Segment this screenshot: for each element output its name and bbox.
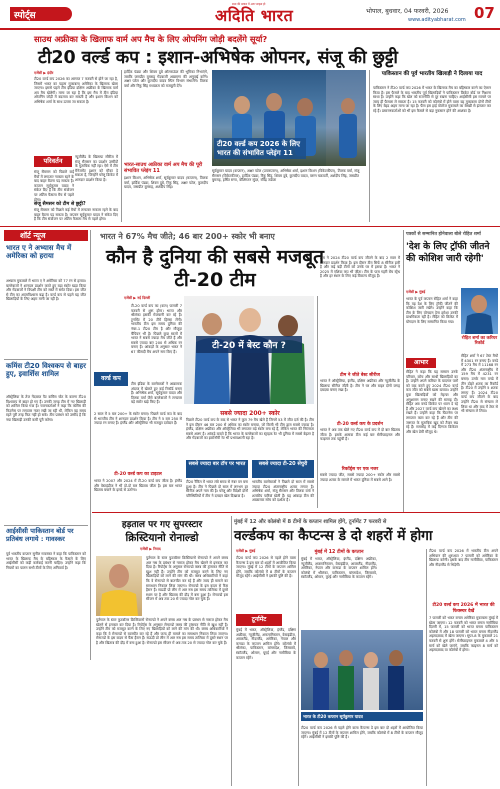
lead-photo-2 [326, 70, 366, 166]
captains-tag: टूर्नामेंट [236, 614, 282, 626]
divider [121, 70, 122, 222]
feature-col4b: भारत ने ऑस्ट्रेलिया, इंग्लैंड, दक्षिण अफ्रीका और न्यूजीलैंड के खिलाफ सीरीज जीती है। टीम ने घर और बाहर दोनों जगह दबदबा बनाए रखा है। [320, 379, 400, 393]
lead-body-1: टी20 वर्ल्ड कप 2026 का आगाज 7 फरवरी से होने जा रहा है, जिसमें भारत का पहला मुकाबला अमेरिका के खिलाफ खेला जाएगा। इससे पहले टीम इंडिया दक्षिण अफ्रीका के खिलाफ वार्म अप मैच खेलेगी। माना जा रहा है कि इस मैच में टीम इंडिया ओपनिंग जोड़ी में बदलाव कर सकती है और इशान किशन को अभिषेक शर्मा के साथ उतारा जा सकता है। [34, 77, 118, 104]
lead-body-2: न्यूजीलैंड के खिलाफ सीरीज में संजू सैमसन का प्रदर्शन उम्मीदों के मुताबिक नहीं रहा। ऐसे में टीम मैनेजमेंट इशान को मौका दे सकता है, जिन्होंने घरेलू क्रिकेट में शानदार प्रदर्शन किया है। [75, 155, 118, 182]
feature-col4-sub3: रिकॉर्ड्स पर एक नजर [341, 467, 379, 472]
side-title: पाकिस्तान की पूर्व भारतीय खिलाड़ी ने दिलाया याद [381, 71, 483, 77]
lead-photo-overlay: टी20 वर्ल्ड कप 2026 के लिए भारत की संभावित प्लेइंग 11 [214, 138, 306, 159]
divider [231, 516, 232, 786]
captains-byline: एजेंसी ▶ मुंबई [236, 549, 256, 553]
divider [90, 230, 91, 660]
feature-kicker: भारत ने 67% मैच जीते; 46 बार 200+ स्कोर भी बनाए [100, 232, 275, 241]
right-kicker: पत्रकों से सम्मानित होनेवाला बोले रोहित शर्मा [406, 232, 481, 237]
captains-body-2: मुंबई में भारत, ऑस्ट्रेलिया, इंग्लैंड, दक्षिण अफ्रीका, न्यूजीलैंड, अफगानिस्तान, वेस्टइंडीज, आयरलैंड, नीदरलैंड, अमेरिका, नेपाल और कनाडा के कप्तान शामिल होंगे। कोलंबो में श्रीलंका, पाकिस्तान, बांग्लादेश, जिम्बाब्वे, स्कॉटलैंड, ओमान, यूएई और नामीबिया के कप्तान रहेंगे। [301, 557, 377, 580]
right-headline: 'देश के लिए ट्रॉफी जीतने की कोशिश जारी रहेगी' [406, 241, 490, 264]
ronaldo-kicker: हड़ताल पर गए सुपरस्टार [121, 520, 203, 530]
captains-headline: वर्ल्डकप का कैप्टन्स डे दो शहरों में होगा [234, 528, 433, 544]
section-title: स्पोर्ट्स [14, 11, 36, 21]
lead-photo-caption: सूर्यकुमार यादव (कप्तान), अक्षर पटेल (उपकप्तान), अभिषेक शर्मा, इशान किशन (विकेटकीपर), तिलक वर्मा, संजू सैमसन (विकेटकीपर), हार्दिक पंड्या, रिंकू सिंह, शिवम दुबे, कुलदीप यादव, वरुण चक्रवर्ती, अर्शदीप सिंह, जसप्रीत बुमराह, हर्षित राणा, वॉशिंगटन सुंदर, रविंद्र जडेजा [212, 169, 360, 183]
lead-quote: संजू सैमसन को टीम से छुट्टी? [34, 202, 86, 207]
fixtures-body: टी20 वर्ल्ड कप 2026 में भारतीय टीम अपने अभियान की शुरुआत 7 फरवरी को अमेरिका के खिलाफ करेगी। इसके बाद टीम नामीबिया, पाकिस्तान और नीदरलैंड से भिड़ेगी। [429, 549, 498, 567]
lead-body-3: संजू सैमसन को पिछले कई मैचों में लगातार नाकाम रहने के बाद बाहर बैठना पड़ सकता है। कप्तान सूर्यकुमार यादव ने संकेत दिए हैं कि टीम संयोजन पर अंतिम फैसला मैच से पहले होगा। [34, 208, 118, 222]
divider [4, 359, 88, 360]
divider [92, 512, 500, 513]
tag-change: परिवर्तन [34, 156, 72, 167]
rohit-photo [461, 288, 498, 334]
fixtures-sub: टी20 वर्ल्ड कप 2026 में भारत की फिक्स्चर देखें [432, 603, 495, 614]
right-byline: एजेंसी ▶ मुंबई [406, 290, 426, 294]
feature-box1-body: टी20 रैंकिंग में भारत लंबे समय से नंबर वन बना हुआ है। टीम ने पिछले दो साल में लगभग हर सीरीज अपने नाम की है। घरेलू और विदेशी दोनों परिस्थितियों में टीम ने दमदार खेल दिखाया है। [186, 480, 248, 498]
feature-sub2: सबसे ज्यादा 200+ स्कोर [220, 410, 280, 417]
feature-photo-overlay: टी-20 में बेस्ट कौन ? [196, 336, 302, 353]
captains-group-illustration [301, 630, 423, 710]
short-body-3: पूर्व भारतीय कप्तान सुनील गावस्कर ने कहा कि पाकिस्तान को भारत के खिलाफ मैच के बहिष्कार के फैसले के लिए आईसीसी को कड़ी कार्रवाई करनी चाहिए। उन्होंने कहा कि नियमों का पालन सभी टीमों के लिए अनिवार्य है। [6, 552, 86, 570]
feature-box2-body: भारतीय बल्लेबाजों ने पिछले दो साल में सबसे ज्यादा टी20 अंतरराष्ट्रीय शतक लगाए हैं। अभिषेक शर्मा, संजू सैमसन और तिलक वर्मा ने शतकीय पारियां खेली हैं। यह आंकड़ा टीम की आक्रामक सोच को दर्शाता है। [252, 480, 314, 503]
feature-col4c: भारत ने अब तक खेले गए टी20 वर्ल्ड कप में दो बार खिताब जीता है। इसके अलावा टीम कई बार सेमीफाइनल और फाइनल तक पहुंची है। [320, 428, 400, 442]
divider [403, 230, 404, 512]
short-body-2: ऑस्ट्रेलिया के तेज गेंदबाज पैट कमिंस चोट के कारण टी20 विश्वकप से बाहर हो गए हैं। उनकी जगह टीम में नए खिलाड़ी को शामिल किया गया है। चयनकर्ताओं ने कहा कि कमिंस की फिटनेस पर लगातार नजर रखी जा रही थी, लेकिन वह समय रहते पूरी तरह फिट नहीं हो सके। टीम प्रबंधन को उम्मीद है कि नया खिलाड़ी उनकी कमी पूरी करेगा। [6, 395, 86, 422]
ronaldo-photo [96, 556, 142, 616]
lead-body-4: हार्दिक पंड्या और शिवम दुबे ऑलराउंडर की भूमिका निभाएंगे, जबकि जसप्रीत बुमराह गेंदबाजी आक्रमण की अगुवाई करेंगे। अक्षर पटेल और कुलदीप यादव स्पिन विभाग संभालेंगे। तिलक वर्मा और रिंकू सिंह मध्यक्रम को मजबूती देंगे। [124, 70, 208, 88]
feature-col4d: सबसे ज्यादा जीत, सबसे ज्यादा 200+ स्कोर और सबसे ज्यादा शतक के मामले में भारत दुनिया में सबसे आगे है। [320, 473, 400, 482]
feature-col1-extra: 2 साल में 5 बार 200+ के स्कोर बनाए। पिछले वर्ल्ड कप के बाद से भारतीय टीम ने शानदार प्रदर्शन किया है। टीम ने 5 बार 250 से ज्यादा रन बनाए हैं। इंग्लैंड और ऑस्ट्रेलिया भी मजबूत दावेदार हैं। [94, 412, 182, 426]
feature-box2-title: सबसे ज्यादा टी-20 सेंचुरी [258, 461, 308, 467]
feature-sub1: टी-20 वर्ल्ड कप का टाइटल [114, 472, 162, 477]
feature-col4-sub2: टी-20 वर्ल्ड कप के प्रदर्शन [337, 422, 383, 427]
feature-col4: टीम ने 2024 टी20 वर्ल्ड कप जीतने के बाद 2 साल में शानदार प्रदर्शन किया है। इस दौरान टीम सिर्फ 8 सीरीज हारी है और कई बड़ी टीमों को उनके घर में हराया है। भारत ने 2025 में एशिया कप भी जीता। टीम के पास गहरी बेंच स्ट्रेंथ है और हर स्थान के लिए कई विकल्प मौजूद हैं। [320, 256, 400, 279]
dateline: भोपाल, बुधवार, 04 फरवरी, 2026 [366, 8, 449, 15]
short-title-3: आईसीसी पाकिस्तान बोर्ड पर प्रतिबंध लगाये : गावस्कर [6, 527, 74, 543]
captains-photo-caption: भारत के टी20 कप्तान सूर्यकुमार यादव [301, 712, 423, 721]
right-body-2: रोहित ने कहा कि यह सम्मान उनके परिवार, कोच और साथी खिलाड़ियों का है। उन्होंने अपने करियर के यादगार पलों को याद करते हुए 2024 टी20 वर्ल्ड कप जीत को सबसे खास बताया। उन्होंने युवा खिलाड़ियों को मेहनत और अनुशासन बनाए रखने की सलाह दी। रोहित अब वनडे क्रिकेट पर ध्यान दे रहे हैं और 2027 वर्ल्ड कप खेलने का लक्ष्य रखते हैं। उन्होंने कहा कि फिटनेस पर लगातार काम कर रहे हैं और टीम की जरूरत के मुताबिक खुद को तैयार रख रहे हैं। समारोह में कई दिग्गज क्रिकेटर और खेल प्रेमी मौजूद थे। [406, 370, 458, 434]
fixtures-body-2: 7 फरवरी को भारत बनाम अमेरिका मुकाबला मुंबई में खेला जाएगा। 12 फरवरी को भारत बनाम नामीबिया दिल्ली में, 15 फरवरी को भारत बनाम पाकिस्तान कोलंबो में और 18 फरवरी को भारत बनाम नीदरलैंड अहमदाबाद में खेला जाएगा। सुपर-8 के मुकाबले 21 फरवरी से शुरू होंगे। सेमीफाइनल मुकाबले 4 और 5 मार्च को खेले जाएंगे, जबकि फाइनल 8 मार्च को अहमदाबाद या कोलंबो में होगा। [429, 616, 498, 653]
divider [0, 226, 500, 227]
page-number: 07 [474, 4, 495, 22]
feature-col1c: भारत ने 2007 और 2024 में टी-20 वर्ल्ड कप जीता है। इंग्लैंड और वेस्टइंडीज ने भी दो-दो बार खिताब जीता है। इस बार भारत खिताब बचाने के इरादे से उतरेगा। [94, 479, 182, 493]
captains-body-3: टी20 वर्ल्ड कप 2026 से पहले होने वाला कैप्टन्स डे इस बार दो शहरों में आयोजित किया जाएगा। मुंबई में 12 टीमों के कप्तान शामिल होंगे, जबकि कोलंबो में 8 टीमों के कप्तान मौजूद रहेंगे। आईसीसी ने इसकी पुष्टि की है। [301, 726, 423, 740]
ronaldo-byline: एजेंसी ▶ रियाद [140, 547, 161, 551]
feature-col4-sub: टीम ने जीते बेस्ट सीरीज [340, 373, 380, 378]
short-news-header [4, 230, 88, 241]
brand-logo: अदिति भारत [215, 6, 294, 25]
side-body: पाकिस्तान ने टी20 वर्ल्ड कप 2026 में भारत के खिलाफ मैच का बहिष्कार करने का ऐलान किया है। इस फैसले के बाद भारतीय पूर्व खिलाड़ियों ने पाकिस्तान क्रिकेट बोर्ड पर निशाना साधा है। उन्होंने कहा कि खेल को राजनीति से दूर रखना चाहिए। आईसीसी इस मामले पर जल्द ही फैसला ले सकता है। 15 फरवरी को कोलंबो में होने वाला यह मुकाबला दोनों टीमों के लिए बेहद अहम माना जा रहा है। फैंस इस हाई वोल्टेज मुकाबले का बेसब्री से इंतजार कर रहे हैं। प्रसारणकर्ताओं को भी इस फैसले से बड़ा नुकसान होने की आशंका है। [373, 86, 491, 113]
lead-body-2b: संजू सैमसन को पिछले कई मैचों में लगातार नाकाम रहने के बाद बाहर बैठना पड़ सकता है। कप्तान सूर्यकुमार यादव ने संकेत दिए हैं कि टीम संयोजन पर अंतिम फैसला मैच से पहले होगा। [34, 170, 74, 202]
feature-box1-title: सबसे ज्यादा बार टॉप पर भारत [188, 461, 246, 467]
brand-tagline: सत्य की तलाश में अगर साहस हो [232, 2, 266, 6]
captains-photo [301, 630, 423, 710]
feature-col1: टी-20 वर्ल्ड कप का (कल) फरवरी 7 फरवरी से शुरू होगा। भारत और श्रीलंका इसकी मेजबानी कर रहे हैं। टूर्नामेंट में 20 टीमें हिस्सा लेंगी। भारतीय टीम इस समय दुनिया की नंबर-1 टी20 टीम है और मौजूदा चैंपियन भी है। पिछले कुछ सालों में भारत ने सबसे ज्यादा मैच जीते हैं और सबसे ज्यादा बार 200 से अधिक रन बनाए हैं। आंकड़ों के अनुसार भारत ने 67 फीसदी मैच अपने नाम किए हैं। [131, 304, 182, 354]
feature-mid-body: पिछले टी20 वर्ल्ड कप के बाद से भारत ने कुल 79 मैच खेले हैं जिनमें 53 में जीत दर्ज की है। टीम ने इस दौरान 46 बार 200 से अधिक का स्कोर बनाया, जो किसी भी टीम द्वारा सबसे ज्यादा है। इंग्लैंड, दक्षिण अफ्रीका और ऑस्ट्रेलिया भी लगातार बड़े स्कोर बना रहे हैं, लेकिन भारत की निरंतरता सबसे अलग है। आंकड़े बताते हैं कि भारत के बल्लेबाजों का स्ट्राइक रेट भी दुनिया में सबसे बेहतर है और गेंदबाजों का इकोनॉमी रेट भी प्रभावशाली रहा है। [186, 418, 314, 441]
lead-kicker: साउथ अफ्रीका के खिलाफ वार्म अप मैच के लिए ओपनिंग जोड़ी बदलेंगे सूर्या? [34, 34, 268, 44]
divider [298, 549, 299, 786]
ronaldo-headline: क्रिस्टियानो रोनाल्डो [125, 532, 199, 544]
short-body-1: अभ्यास मुकाबले में भारत ए ने अमेरिका को 77 रन से हराया। बल्लेबाजों ने शानदार प्रदर्शन करते हुए बड़ा स्कोर खड़ा किया और गेंदबाजों ने विपक्षी टीम को सस्ते में समेट दिया। इस जीत से टीम का आत्मविश्वास बढ़ा है। वर्ल्ड कप से पहले यह जीत खिलाड़ियों के लिए अहम मानी जा रही है। [6, 279, 86, 302]
rohit-record: रोहित शर्मा ने 67 टेस्ट मैचों में 4301 रन बनाए हैं। वनडे में 273 मैच में 11168 रन और टी20 अंतरराष्ट्रीय में 159 मैच में 4231 रन बनाए। उनके नाम वनडे में तीन दोहरे शतक का रिकॉर्ड है। टी20 में उन्होंने 5 शतक लगाए हैं। 2024 टी20 वर्ल्ड कप जीतने के बाद उन्होंने टी20 से संन्यास ले लिया था और बाद में टेस्ट से भी संन्यास ले लिया। [461, 354, 498, 414]
short-news-label: शॉर्ट न्यूज [20, 231, 46, 240]
lead-body-5: इशान किशन, अभिषेक शर्मा, सूर्यकुमार यादव (कप्तान), तिलक वर्मा, हार्दिक पंड्या, शिवम दुबे, रिंकू सिंह, अक्षर पटेल, कुलदीप यादव, जसप्रीत बुमराह, अर्शदीप सिंह। [124, 176, 208, 190]
captains-body-1: टी20 वर्ल्ड कप 2026 से पहले होने वाला कैप्टन्स डे इस बार दो शहरों में आयोजित किया जाएगा। मुंबई में 12 टीमों के कप्तान शामिल होंगे, जबकि कोलंबो में 8 टीमों के कप्तान मौजूद रहेंगे। आईसीसी ने इसकी पुष्टि की है। [236, 556, 296, 579]
divider [317, 296, 318, 508]
divider [4, 525, 88, 526]
divider [426, 549, 427, 786]
ronaldo-body: पुर्तगाल के स्टार फुटबॉलर क्रिस्टियानो रोनाल्डो ने अपने क्लब अल नस्र के प्रबंधन से नाराज होकर मैच खेलने से इनकार कर दिया है। रिपोर्ट्स के अनुसार रोनाल्डो क्लब की ट्रांसफर नीति से खुश नहीं हैं। उन्होंने टीम को मजबूत करने के लिए नए खिलाड़ियों को लाने की मांग की थी। क्लब अधिकारियों ने कहा कि वे रोनाल्डो से बातचीत कर रहे हैं और जल्द ही मामले का समाधान निकाल लिया जाएगा। रोनाल्डो के इस कदम से फैंस हैरान हैं। सऊदी प्रो लीग में अल नस्र इस समय तालिका में दूसरे स्थान पर है और खिताब की दौड़ में बना हुआ है। रोनाल्डो इस सीजन में अब तक 20 से ज्यादा गोल कर चुके हैं। [96, 618, 228, 645]
short-title-1: भारत ए ने अभ्यास मैच में अमेरिका को हराया [6, 244, 72, 261]
feature-headline: कौन है दुनिया की सबसे मजबूत टी-20 टीम [106, 246, 324, 291]
masthead [0, 0, 500, 30]
lead-subhead: भारत-साउथ अफ्रीका वार्म अप मैच की पूरी संभावित प्लेइंग 11 [124, 162, 203, 174]
divider [369, 70, 370, 222]
feature-col1b: टीम इंडिया के बल्लेबाजों ने आक्रामक अंदाज में खेलते हुए कई रिकॉर्ड बनाए हैं। अभिषेक शर्मा, सूर्यकुमार यादव और तिलक वर्मा जैसे बल्लेबाजों ने लगातार बड़े स्कोर खड़े किए हैं। [131, 382, 182, 405]
ronaldo-body-side: पुर्तगाल के स्टार फुटबॉलर क्रिस्टियानो रोनाल्डो ने अपने क्लब अल नस्र के प्रबंधन से नाराज होकर मैच खेलने से इनकार कर दिया है। रिपोर्ट्स के अनुसार रोनाल्डो क्लब की ट्रांसफर नीति से खुश नहीं हैं। उन्होंने टीम को मजबूत करने के लिए नए खिलाड़ियों को लाने की मांग की थी। क्लब अधिकारियों ने कहा कि वे रोनाल्डो से बातचीत कर रहे हैं और जल्द ही मामले का समाधान निकाल लिया जाएगा। रोनाल्डो के इस कदम से फैंस हैरान हैं। सऊदी प्रो लीग में अल नस्र इस समय तालिका में दूसरे स्थान पर है और खिताब की दौड़ में बना हुआ है। रोनाल्डो इस सीजन में अब तक 20 से ज्यादा गोल कर चुके हैं। [146, 556, 228, 602]
captains-body-1b: मुंबई में भारत, ऑस्ट्रेलिया, इंग्लैंड, दक्षिण अफ्रीका, न्यूजीलैंड, अफगानिस्तान, वेस्टइंडीज, आयरलैंड, नीदरलैंड, अमेरिका, नेपाल और कनाडा के कप्तान शामिल होंगे। कोलंबो में श्रीलंका, पाकिस्तान, बांग्लादेश, जिम्बाब्वे, स्कॉटलैंड, ओमान, यूएई और नामीबिया के कप्तान रहेंगे। [236, 628, 296, 660]
short-title-2: कमिंस टी20 विश्वकप से बाहर हुए, इवार्शिस शामिल [6, 362, 86, 379]
captains-kicker: मुंबई में 12 और कोलंबो में 8 टीमों के कप्तान शामिल होंगे, टूर्नामेंट 7 फरवरी से [234, 519, 387, 525]
lead-headline: टी20 वर्ल्ड कप : इशान-अभिषेक ओपनर, संजू की छुट्टी [38, 48, 398, 68]
website[interactable]: www.adityabharat.com [408, 17, 466, 23]
right-body-1: भारत के पूर्व कप्तान रोहित शर्मा ने कहा कि वह देश के लिए ट्रॉफी जीतने की कोशिश जारी रखेंगे। उन्होंने कहा कि टीम के लिए योगदान देना हमेशा उनकी प्राथमिकता रही है। रोहित को क्रिकेट में योगदान के लिए सम्मानित किया गया। [406, 297, 458, 324]
right-tag: आभार [406, 358, 436, 368]
captains-sub: मुंबई में 12 टीमों के कप्तान [314, 550, 364, 555]
feature-byline: एजेंसी ▶ नई दिल्ली [124, 296, 151, 300]
lead-byline: एजेंसी ▶ इंदौर [34, 71, 54, 75]
rohit-record-label: रोहित शर्मा का करियर रिकॉर्ड [461, 336, 498, 347]
feature-tag: वर्ल्ड कप [94, 372, 128, 386]
